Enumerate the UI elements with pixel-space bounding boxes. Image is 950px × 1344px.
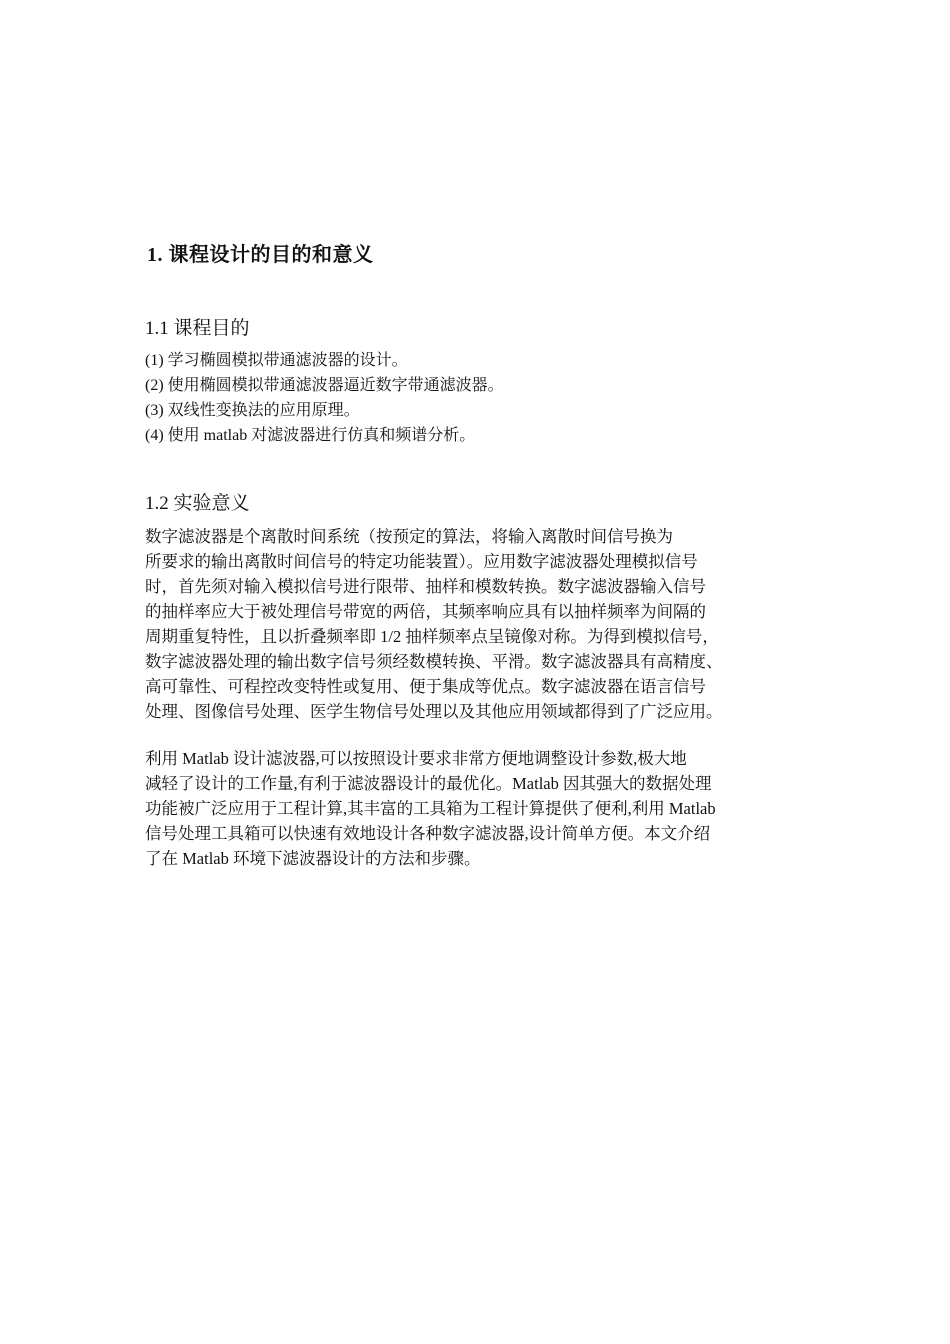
list-item: (2) 使用椭圆模拟带通滤波器逼近数字带通滤波器。 <box>145 377 504 394</box>
subsection-title-purpose: 1.1 课程目的 <box>145 318 250 339</box>
list-item: (4) 使用 matlab 对滤波器进行仿真和频谱分析。 <box>145 427 476 444</box>
subsection-title-meaning: 1.2 实验意义 <box>145 493 250 514</box>
paragraph-digital-filter: 数字滤波器是个离散时间系统（按预定的算法，将输入离散时间信号换为 所要求的输出离散时间信号的特定功能装置）。应用数字滤波器处理模拟信号 时，首先须对输入模拟信号进行限带、抽样和模数转换。数字滤波器输入信号 的抽样率应大于被处理信号带宽的两倍，其频率响应具有以抽样频率为间隔的 周期重复特性，且以折叠频率即 1/2 抽样频率点呈镜像对称。为得到模拟信号， 数字滤波器处理的输出数字信号须经数模转换、平滑。数字滤波器具有高精度、 高可靠性、可程控改变特性或复用、便于集成等优点。数字滤波器在语言信号 处理、图像信号处理、医学生物信号处理以及其他应用领域都得到了广泛应用。 <box>145 527 723 721</box>
purpose-list <box>145 348 504 448</box>
section-title: 1. 课程设计的目的和意义 <box>147 244 374 266</box>
list-item: (3) 双线性变换法的应用原理。 <box>145 402 360 419</box>
paragraph-matlab: 利用 Matlab 设计滤波器,可以按照设计要求非常方便地调整设计参数,极大地 减轻了设计的工作量,有利于滤波器设计的最优化。Matlab 因其强大的数据处理 功能被广泛应用于工程计算,其丰富的工具箱为工程计算提供了便利,利用 Matlab 信号处理工具箱可以快速有效地设计各种数字滤波器,设计简单方便。本文介绍 了在 Matlab 环境下滤波器设计的方法和步骤。 <box>145 749 716 868</box>
list-item: (1) 学习椭圆模拟带通滤波器的设计。 <box>145 352 408 369</box>
